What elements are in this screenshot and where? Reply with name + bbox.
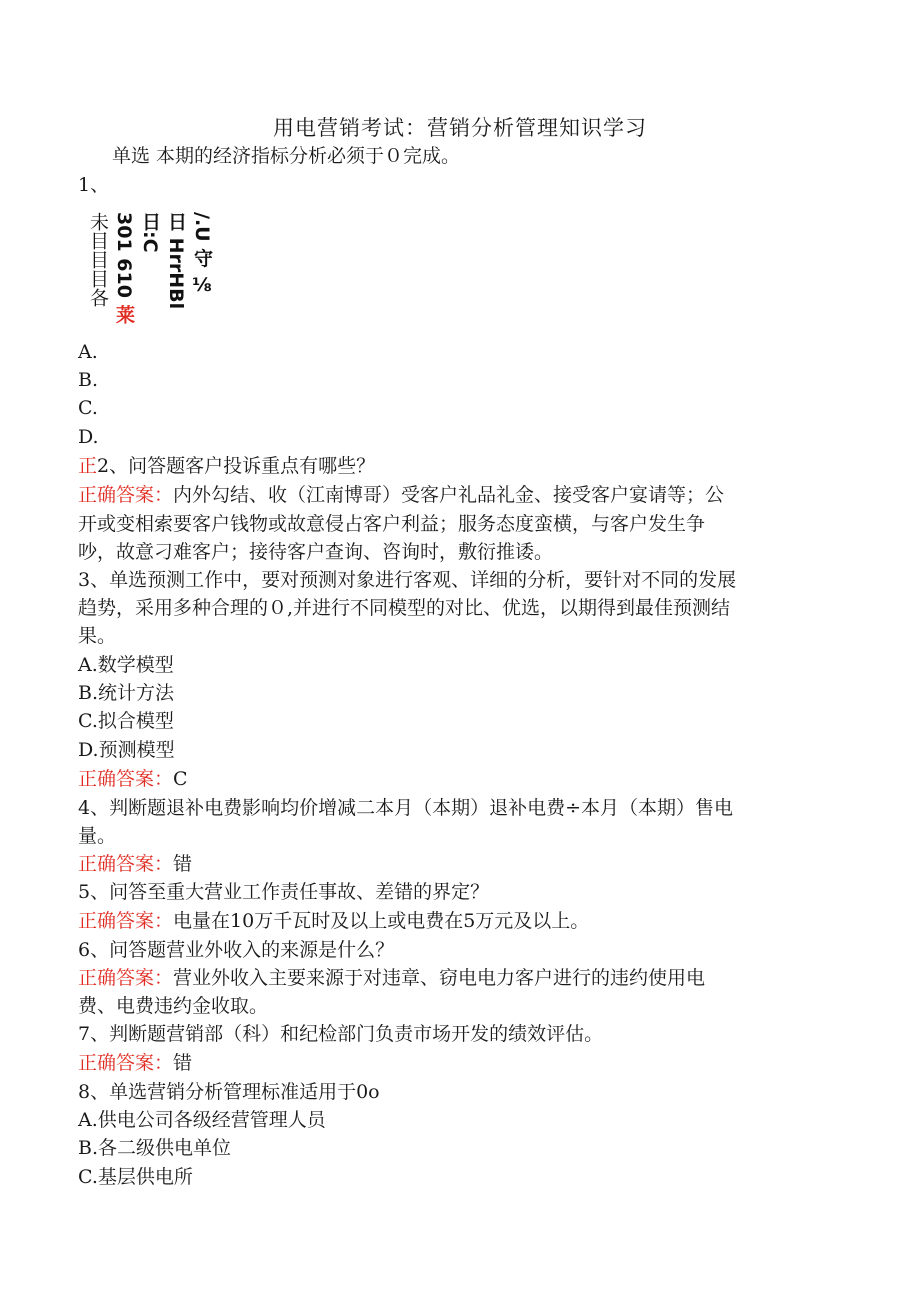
q1-garbled-col-1: /.U 守 ⅛ — [191, 212, 213, 296]
q3-answer: C — [173, 768, 188, 790]
q3-option-c: C.拟合模型 — [78, 710, 174, 732]
q4-answer: 错 — [173, 853, 193, 875]
q8-option-c: C.基层供电所 — [78, 1166, 193, 1188]
q2-answer-line-1 — [78, 481, 724, 509]
q8-stem: 8、单选营销分析管理标准适用于0o — [78, 1081, 380, 1103]
q2-answer-text-1: 内外勾结、收（江南博哥）受客户礼品礼金、接受客户宴请等；公 — [173, 484, 725, 506]
q6-answer-line-2: 费、电费违约金收取。 — [78, 995, 269, 1017]
q1-stem: 单选 本期的经济指标分析必须于０完成。 — [112, 145, 461, 167]
q5-stem: 5、问答至重大营业工作责任事故、差错的界定？ — [78, 881, 490, 903]
q6-stem: 6、问答题营业外收入的来源是什么？ — [78, 939, 395, 961]
q1-number: 1、 — [78, 174, 110, 196]
q8-option-a: A.供电公司各级经营管理人员 — [78, 1109, 326, 1131]
q4-answer-line — [78, 850, 192, 878]
q1-garbled-figure — [87, 212, 213, 324]
q2-stem-line — [78, 452, 375, 480]
q3-option-d: D.预测模型 — [78, 739, 175, 761]
q6-answer-line-1 — [78, 964, 705, 992]
q2-mark: 正 — [78, 455, 98, 477]
q4-answer-label: 正确答案： — [78, 853, 174, 875]
q7-stem: 7、判断题营销部（科）和纪检部门负责市场开发的绩效评估。 — [78, 1023, 604, 1045]
q8-option-b: B.各二级供电单位 — [78, 1137, 232, 1159]
q1-garbled-red-glyph: 莱 — [113, 304, 135, 324]
q2-answer-line-2: 开或变相索要客户钱物或故意侵占客户利益；服务态度蛮横，与客户发生争 — [78, 513, 706, 535]
q7-answer-label: 正确答案： — [78, 1052, 174, 1074]
q1-garbled-col-4: 301 610 莱 — [113, 212, 135, 324]
q3-option-a: A.数学模型 — [78, 654, 174, 676]
q4-stem-line-2: 量。 — [78, 825, 117, 847]
q3-stem-line-3: 果。 — [78, 625, 117, 647]
q1-garbled-col-5: 未目目目各 — [87, 212, 109, 307]
q3-stem-line-1: 3、单选预测工作中，要对预测对象进行客观、详细的分析，要针对不同的发展 — [78, 569, 737, 591]
q5-answer-line — [78, 907, 589, 935]
page-title: 用电营销考试：营销分析管理知识学习 — [273, 116, 647, 140]
q2-answer-line-3: 吵，故意刁难客户；接待客户查询、咨询时，敷衍推诿。 — [78, 541, 554, 563]
q2-answer-label: 正确答案： — [78, 484, 174, 506]
q4-stem-line-1: 4、判断题退补电费影响均价增减二本月（本期）退补电费÷本月（本期）售电 — [78, 797, 734, 819]
q5-answer: 电量在10万千瓦时及以上或电费在5万元及以上。 — [173, 910, 590, 932]
q1-garbled-col-2: 日 HrrHBl — [165, 212, 187, 310]
q2-stem: 2、问答题客户投诉重点有哪些？ — [97, 455, 376, 477]
q5-answer-label: 正确答案： — [78, 910, 174, 932]
q3-answer-label: 正确答案： — [78, 768, 174, 790]
q3-option-b: B.统计方法 — [78, 682, 175, 704]
q6-answer-text-1: 营业外收入主要来源于对违章、窃电电力客户进行的违约使用电 — [173, 967, 706, 989]
q7-answer: 错 — [173, 1052, 193, 1074]
q1-garbled-col-3: 日:C — [139, 212, 161, 253]
q3-answer-line — [78, 765, 188, 793]
q7-answer-line — [78, 1049, 192, 1077]
q3-stem-line-2: 趋势，采用多种合理的０,并进行不同模型的对比、优选，以期得到最佳预测结 — [78, 597, 731, 619]
q1-option-d: D. — [78, 426, 99, 448]
q1-option-b: B. — [78, 369, 99, 391]
q1-option-a: A. — [78, 341, 98, 363]
q6-answer-label: 正确答案： — [78, 967, 174, 989]
q1-option-c: C. — [78, 397, 98, 419]
